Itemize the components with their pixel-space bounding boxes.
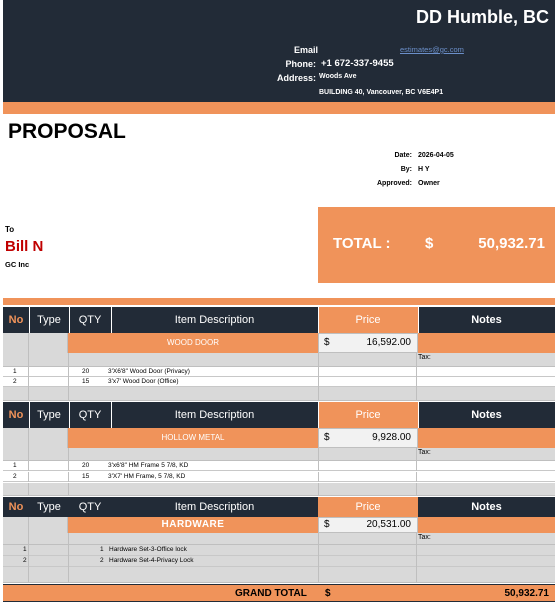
col-type: Type bbox=[37, 501, 61, 513]
item-description: 3'X7' HM Frame, 5 7/8, KD bbox=[108, 473, 186, 480]
item-description: Hardware Set-4-Privacy Lock bbox=[109, 557, 194, 564]
category-price[interactable] bbox=[318, 517, 418, 533]
price-currency: $ bbox=[324, 337, 330, 348]
client-name: Bill N bbox=[5, 238, 44, 255]
table-row[interactable] bbox=[3, 545, 555, 556]
table-header bbox=[3, 497, 555, 517]
col-type: Type bbox=[37, 409, 61, 421]
col-notes: Notes bbox=[471, 501, 502, 513]
header-banner bbox=[3, 0, 555, 102]
address-line1: Woods Ave bbox=[319, 73, 357, 80]
approved-label: Approved: bbox=[377, 180, 412, 187]
col-price: Price bbox=[318, 307, 418, 333]
by-value: H Y bbox=[418, 166, 430, 173]
address-line2: BUILDING 40, Vancouver, BC V6E4P1 bbox=[319, 89, 444, 96]
tax-row bbox=[3, 448, 555, 461]
header-accent-strip bbox=[3, 102, 555, 114]
col-notes: Notes bbox=[471, 409, 502, 421]
item-no: 2 bbox=[23, 557, 27, 564]
category-row bbox=[3, 517, 555, 533]
by-label: By: bbox=[400, 166, 412, 173]
total-summary-box bbox=[318, 207, 555, 283]
col-no: No bbox=[8, 409, 24, 421]
category-row bbox=[3, 428, 555, 448]
grand-total-value: 50,932.71 bbox=[504, 588, 549, 599]
tax-row bbox=[3, 533, 555, 545]
phone-value: +1 672-337-9455 bbox=[321, 58, 394, 69]
tax-label: Tax: bbox=[418, 354, 431, 361]
grand-total-row bbox=[3, 584, 555, 602]
price-currency: $ bbox=[324, 519, 330, 530]
col-description: Item Description bbox=[174, 314, 255, 326]
date-label: Date: bbox=[394, 152, 412, 159]
price-currency: $ bbox=[324, 432, 330, 443]
category-name: HARDWARE bbox=[68, 517, 318, 533]
category-row bbox=[3, 333, 555, 353]
category-notes[interactable] bbox=[418, 428, 555, 448]
table-header bbox=[3, 402, 555, 428]
item-qty: 20 bbox=[82, 368, 90, 375]
email-label: Email bbox=[293, 45, 318, 55]
table-header bbox=[3, 307, 555, 333]
category-name: WOOD DOOR bbox=[68, 333, 318, 353]
total-currency: $ bbox=[425, 235, 434, 252]
price-value: 16,592.00 bbox=[366, 337, 411, 348]
client-company: GC Inc bbox=[5, 260, 30, 269]
phone-label: Phone: bbox=[285, 59, 316, 69]
col-price: Price bbox=[318, 497, 418, 517]
col-qty: QTY bbox=[78, 314, 102, 326]
total-value: 50,932.71 bbox=[478, 235, 545, 252]
company-name: DD Humble, BC bbox=[415, 7, 549, 27]
item-qty: 2 bbox=[100, 557, 104, 564]
table-row[interactable] bbox=[3, 377, 555, 387]
date-value: 2026-04-05 bbox=[418, 152, 454, 159]
table-row[interactable] bbox=[3, 461, 555, 471]
total-label: TOTAL : bbox=[333, 235, 391, 252]
col-description: Item Description bbox=[174, 409, 255, 421]
spacer-row bbox=[3, 387, 555, 401]
section-separator bbox=[3, 298, 555, 305]
item-no: 1 bbox=[13, 462, 17, 469]
spacer-row bbox=[3, 567, 555, 583]
spacer-row bbox=[3, 483, 555, 496]
item-qty: 15 bbox=[82, 473, 90, 480]
tax-label: Tax: bbox=[418, 534, 431, 541]
table-row[interactable] bbox=[3, 367, 555, 377]
category-notes[interactable] bbox=[418, 333, 555, 353]
table-row[interactable] bbox=[3, 472, 555, 482]
item-no: 1 bbox=[23, 546, 27, 553]
tax-label: Tax: bbox=[418, 449, 431, 456]
item-qty: 1 bbox=[100, 546, 104, 553]
price-value: 20,531.00 bbox=[366, 519, 411, 530]
col-qty: QTY bbox=[78, 501, 102, 513]
item-no: 1 bbox=[13, 368, 17, 375]
item-qty: 15 bbox=[82, 378, 90, 385]
item-description: Hardware Set-3-Office lock bbox=[109, 546, 187, 553]
to-label: To bbox=[5, 225, 15, 234]
category-notes[interactable] bbox=[418, 517, 555, 533]
document-title: PROPOSAL bbox=[8, 120, 126, 143]
item-no: 2 bbox=[13, 378, 17, 385]
item-no: 2 bbox=[13, 473, 17, 480]
grand-total-currency: $ bbox=[325, 588, 331, 599]
category-price[interactable] bbox=[318, 428, 418, 448]
item-description: 3'x6'8" HM Frame 5 7/8, KD bbox=[108, 462, 189, 469]
item-description: 3'X6'8" Wood Door (Privacy) bbox=[108, 368, 190, 375]
tax-row bbox=[3, 353, 555, 367]
col-notes: Notes bbox=[471, 314, 502, 326]
col-no: No bbox=[8, 501, 24, 513]
item-description: 3'x7' Wood Door (Office) bbox=[108, 378, 179, 385]
grand-total-label: GRAND TOTAL bbox=[235, 588, 307, 599]
approved-value: Owner bbox=[418, 180, 440, 187]
col-qty: QTY bbox=[78, 409, 102, 421]
col-type: Type bbox=[37, 314, 61, 326]
col-description: Item Description bbox=[174, 501, 255, 513]
category-price[interactable] bbox=[318, 333, 418, 353]
address-label: Address: bbox=[276, 73, 316, 83]
col-no: No bbox=[8, 314, 24, 326]
price-value: 9,928.00 bbox=[372, 432, 411, 443]
table-row[interactable] bbox=[3, 556, 555, 567]
col-price: Price bbox=[318, 402, 418, 428]
email-link[interactable]: estimates@gc.com bbox=[400, 45, 464, 54]
item-qty: 20 bbox=[82, 462, 90, 469]
category-name: HOLLOW METAL bbox=[68, 428, 318, 448]
